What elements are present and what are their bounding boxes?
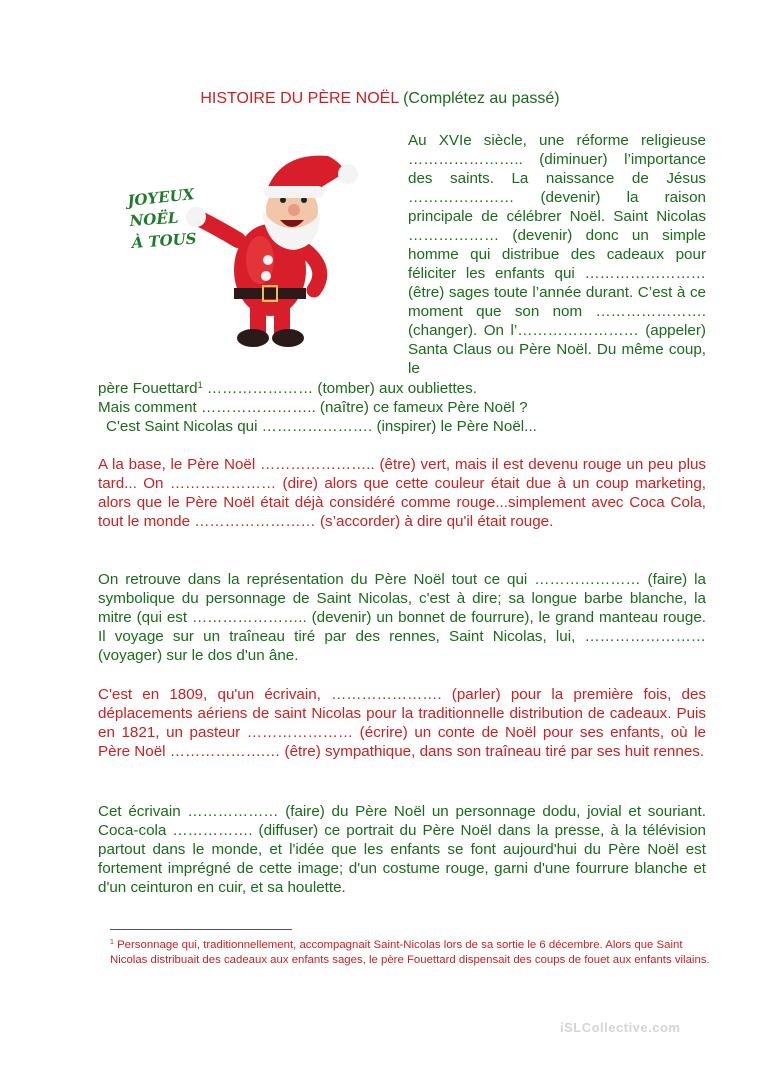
intro-paragraph: [408, 131, 706, 378]
caption-line-3: À TOUS: [131, 229, 198, 252]
continuation-line-3: C'est Saint Nicolas qui …………………. (inspirer) le Père Noël...: [106, 418, 537, 435]
continuation-line-2: Mais comment ………………….. (naître) ce fameux Père Noël ?: [98, 399, 528, 416]
intro-continuation: [98, 379, 706, 436]
caption-line-2: NOËL: [129, 208, 179, 230]
fouettard-text: père Fouettard: [98, 380, 198, 397]
paragraph-color: A la base, le Père Noël ………………….. (être) vert, mais il est devenu rouge un peu plus tard... On ………………… (dire) alors que cette couleur était due à un coup marketing, alors que le Père Noël était déjà considéré comme rouge...simplement avec Coca Cola, tout le monde …………………… (s’accorder) à dire qu'il était rouge.: [98, 456, 706, 530]
watermark-logo: iSLCollective.com: [560, 1020, 681, 1035]
footnote: [110, 938, 710, 968]
footnote-ref: 1: [197, 380, 203, 390]
footnote-divider: [110, 929, 292, 930]
footnote-marker: 1: [110, 939, 114, 946]
title-instruction: (Complétez au passé): [403, 90, 560, 107]
paragraph-symbolism: On retrouve dans la représentation du Père Noël tout ce qui ………………… (faire) la symbolique du personnage de Saint Nicolas, c'est à dire; sa longue barbe blanche, la mitre (qui est ………………….. (devenir) un bonnet de fourrure), le grand manteau rouge. Il voyage sur un traîneau tiré par des rennes, Saint Nicolas, lui, …………………… (voyager) sur le dos d'un âne.: [98, 571, 706, 664]
santa-claus-illustration: [120, 148, 368, 354]
footnote-text: Personnage qui, traditionnellement, accompagnait Saint-Nicolas lors de sa sortie le 6 décembre. Alors que Saint Nicolas distribuait des cadeaux aux enfants sages, le père Fouettard dispensait des coups de fouet aux enfants vilains.: [110, 939, 710, 966]
fouettard-exercise: ………………… (tomber) aux oubliettes.: [202, 380, 477, 397]
title-main: HISTOIRE DU PÈRE NOËL: [200, 90, 399, 107]
continuation-line-1: [98, 379, 706, 398]
page-title: [0, 90, 760, 108]
paragraph-coca-cola: Cet écrivain ……………… (faire) du Père Noël un personnage dodu, jovial et souriant. Coca-cola ……………. (diffuser) ce portrait du Père Noël dans la presse, à la télévision partout dans le monde, et l'idée que les enfants se font aujourd'hui du Père Noël est fortement imprégné de cette image; d'un costume rouge, garni d'une fourrure blanche et d'un ceinturon en cuir, et sa houlette.: [98, 803, 706, 896]
paragraph-history: C'est en 1809, qu'un écrivain, …………………. (parler) pour la première fois, des déplacements aériens de saint Nicolas pour la traditionnelle distribution de cadeaux. Puis en 1821, un pasteur ………………… (écrire) un conte de Noël pour ses enfants, où le Père Noël ……………….… (être) sympathique, dans son traîneau tiré par ses huit rennes.: [98, 686, 706, 760]
caption-line-1: JOYEUX: [126, 185, 196, 210]
intro-text: Au XVIe siècle, une réforme religieuse ………………….. (diminuer) l’importance des saints. La naissance de Jésus ………………… (devenir) la raison principale de célébrer Noël. Saint Nicolas ……………… (devenir) donc un simple homme qui distribue des cadeaux pour féliciter les enfants qui …………………… (être) sages toute l’année durant. C’est à ce moment que son nom …………………. (changer). On l’…………………… (appeler) Santa Claus ou Père Noël. Du même coup, le: [408, 132, 706, 377]
